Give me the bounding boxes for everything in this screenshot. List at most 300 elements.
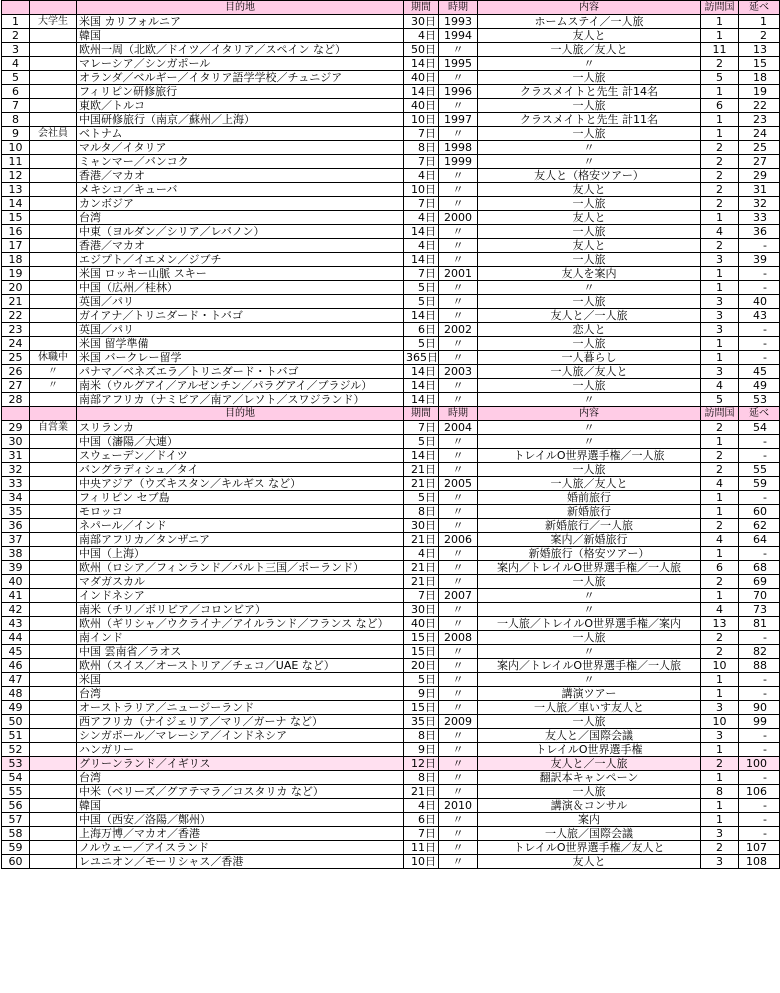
- duration-cell: 4日: [404, 29, 439, 43]
- destination-cell: 中央アジア（ウズキスタン／キルギス など）: [77, 477, 404, 491]
- row-number: 6: [2, 85, 30, 99]
- destination-cell: 韓国: [77, 799, 404, 813]
- destination-cell: 中米（ベリーズ／グアテマラ／コスタリカ など）: [77, 785, 404, 799]
- countries-cell: 2: [701, 631, 739, 645]
- duration-cell: 21日: [404, 463, 439, 477]
- destination-cell: ハンガリー: [77, 743, 404, 757]
- duration-cell: 35日: [404, 715, 439, 729]
- table-row: [2, 253, 780, 267]
- destination-cell: 中国（西安／洛陽／鄭州）: [77, 813, 404, 827]
- countries-cell: 3: [701, 309, 739, 323]
- occupation-cell: [30, 225, 77, 239]
- row-number: 10: [2, 141, 30, 155]
- destination-cell: 中東（ヨルダン／シリア／レバノン）: [77, 225, 404, 239]
- row-number: 13: [2, 183, 30, 197]
- cumulative-cell: 19: [739, 85, 780, 99]
- header-cumulative: 延べ: [739, 1, 780, 15]
- occupation-cell: [30, 281, 77, 295]
- countries-cell: 2: [701, 575, 739, 589]
- duration-cell: 5日: [404, 435, 439, 449]
- content-cell: 一人旅: [478, 225, 701, 239]
- content-cell: クラスメイトと先生 計14名: [478, 85, 701, 99]
- table-row: [2, 785, 780, 799]
- countries-cell: 13: [701, 617, 739, 631]
- row-number: 59: [2, 841, 30, 855]
- table-row: [2, 701, 780, 715]
- cumulative-cell: 45: [739, 365, 780, 379]
- row-number: 35: [2, 505, 30, 519]
- table-row: [2, 631, 780, 645]
- destination-cell: ノルウェー／アイスランド: [77, 841, 404, 855]
- destination-cell: 欧州（ロシア／フィンランド／バルト三国／ポーランド）: [77, 561, 404, 575]
- destination-cell: グリーンランド／イギリス: [77, 757, 404, 771]
- cumulative-cell: 107: [739, 841, 780, 855]
- duration-cell: 14日: [404, 253, 439, 267]
- countries-cell: 2: [701, 463, 739, 477]
- occupation-cell: [30, 99, 77, 113]
- duration-cell: 4日: [404, 169, 439, 183]
- occupation-cell: [30, 561, 77, 575]
- year-cell: 〃: [439, 701, 478, 715]
- year-cell: 〃: [439, 337, 478, 351]
- occupation-cell: [30, 743, 77, 757]
- content-cell: 友人と（格安ツアー）: [478, 169, 701, 183]
- table-row: [2, 197, 780, 211]
- cumulative-cell: -: [739, 547, 780, 561]
- destination-cell: モロッコ: [77, 505, 404, 519]
- content-cell: 〃: [478, 603, 701, 617]
- countries-cell: 11: [701, 43, 739, 57]
- cumulative-cell: -: [739, 281, 780, 295]
- year-cell: 〃: [439, 197, 478, 211]
- duration-cell: 9日: [404, 743, 439, 757]
- duration-cell: 8日: [404, 141, 439, 155]
- table-row: [2, 351, 780, 365]
- destination-cell: 米国 カリフォルニア: [77, 15, 404, 29]
- countries-cell: 5: [701, 71, 739, 85]
- destination-cell: レユニオン／モーリシャス／香港: [77, 855, 404, 869]
- cumulative-cell: 15: [739, 57, 780, 71]
- cumulative-cell: 39: [739, 253, 780, 267]
- countries-cell: 1: [701, 29, 739, 43]
- countries-cell: 3: [701, 295, 739, 309]
- row-number: 40: [2, 575, 30, 589]
- occupation-cell: [30, 575, 77, 589]
- countries-cell: 2: [701, 183, 739, 197]
- year-cell: 〃: [439, 225, 478, 239]
- destination-cell: スウェーデン／ドイツ: [77, 449, 404, 463]
- content-cell: 一人旅: [478, 575, 701, 589]
- content-cell: 一人旅: [478, 631, 701, 645]
- destination-cell: パナマ／ベネズエラ／トリニダード・トバゴ: [77, 365, 404, 379]
- content-cell: 〃: [478, 673, 701, 687]
- cumulative-cell: 29: [739, 169, 780, 183]
- destination-cell: オーストラリア／ニュージーランド: [77, 701, 404, 715]
- content-cell: 案内: [478, 813, 701, 827]
- cumulative-cell: 27: [739, 155, 780, 169]
- year-cell: 〃: [439, 757, 478, 771]
- content-cell: 友人を案内: [478, 267, 701, 281]
- table-row: [2, 477, 780, 491]
- row-number: 53: [2, 757, 30, 771]
- duration-cell: 5日: [404, 295, 439, 309]
- content-cell: 友人と: [478, 239, 701, 253]
- year-cell: 2005: [439, 477, 478, 491]
- duration-cell: 5日: [404, 337, 439, 351]
- countries-cell: 1: [701, 435, 739, 449]
- year-cell: 1995: [439, 57, 478, 71]
- table-row: [2, 281, 780, 295]
- content-cell: ホームステイ／一人旅: [478, 15, 701, 29]
- countries-cell: 1: [701, 491, 739, 505]
- occupation-cell: [30, 659, 77, 673]
- content-cell: 〃: [478, 141, 701, 155]
- destination-cell: 南部アフリカ／タンザニア: [77, 533, 404, 547]
- year-cell: 〃: [439, 827, 478, 841]
- year-cell: 〃: [439, 239, 478, 253]
- cumulative-cell: 53: [739, 393, 780, 407]
- duration-cell: 30日: [404, 15, 439, 29]
- duration-cell: 8日: [404, 729, 439, 743]
- cumulative-cell: 1: [739, 15, 780, 29]
- cumulative-cell: 68: [739, 561, 780, 575]
- content-cell: 友人と／一人旅: [478, 309, 701, 323]
- row-number: 55: [2, 785, 30, 799]
- duration-cell: 5日: [404, 491, 439, 505]
- cumulative-cell: 90: [739, 701, 780, 715]
- content-cell: 〃: [478, 645, 701, 659]
- year-cell: 1996: [439, 85, 478, 99]
- year-cell: 〃: [439, 449, 478, 463]
- duration-cell: 7日: [404, 421, 439, 435]
- cumulative-cell: -: [739, 827, 780, 841]
- row-number: 18: [2, 253, 30, 267]
- duration-cell: 4日: [404, 547, 439, 561]
- header-content: 内容: [478, 1, 701, 15]
- occupation-cell: [30, 771, 77, 785]
- occupation-cell: [30, 631, 77, 645]
- year-cell: 〃: [439, 169, 478, 183]
- year-cell: 〃: [439, 295, 478, 309]
- table-row: [2, 617, 780, 631]
- occupation-cell: [30, 757, 77, 771]
- header-blank: [30, 1, 77, 15]
- content-cell: 一人旅: [478, 785, 701, 799]
- header-row: [2, 1, 780, 15]
- countries-cell: 3: [701, 827, 739, 841]
- destination-cell: 台湾: [77, 687, 404, 701]
- duration-cell: 14日: [404, 393, 439, 407]
- cumulative-cell: 73: [739, 603, 780, 617]
- occupation-cell: [30, 295, 77, 309]
- row-number: 58: [2, 827, 30, 841]
- destination-cell: 東欧／トルコ: [77, 99, 404, 113]
- countries-cell: 1: [701, 15, 739, 29]
- countries-cell: 2: [701, 841, 739, 855]
- row-number: 22: [2, 309, 30, 323]
- countries-cell: 4: [701, 603, 739, 617]
- year-cell: 〃: [439, 575, 478, 589]
- destination-cell: 南インド: [77, 631, 404, 645]
- destination-cell: 上海万博／マカオ／香港: [77, 827, 404, 841]
- countries-cell: 1: [701, 743, 739, 757]
- year-cell: 〃: [439, 183, 478, 197]
- cumulative-cell: -: [739, 771, 780, 785]
- countries-cell: 1: [701, 673, 739, 687]
- row-number: 26: [2, 365, 30, 379]
- table-row: [2, 379, 780, 393]
- content-cell: 案内／トレイルO世界選手権／一人旅: [478, 659, 701, 673]
- occupation-cell: [30, 309, 77, 323]
- duration-cell: 365日: [404, 351, 439, 365]
- table-row: [2, 155, 780, 169]
- duration-cell: 5日: [404, 673, 439, 687]
- table-row: [2, 561, 780, 575]
- year-cell: 〃: [439, 617, 478, 631]
- cumulative-cell: 108: [739, 855, 780, 869]
- duration-cell: 15日: [404, 645, 439, 659]
- duration-cell: 21日: [404, 575, 439, 589]
- year-cell: 2008: [439, 631, 478, 645]
- content-cell: 新婚旅行: [478, 505, 701, 519]
- table-row: [2, 743, 780, 757]
- year-cell: 1993: [439, 15, 478, 29]
- row-number: 8: [2, 113, 30, 127]
- row-number: 20: [2, 281, 30, 295]
- occupation-cell: [30, 449, 77, 463]
- cumulative-cell: 24: [739, 127, 780, 141]
- table-row: [2, 113, 780, 127]
- year-cell: 1997: [439, 113, 478, 127]
- table-row: [2, 519, 780, 533]
- row-number: 12: [2, 169, 30, 183]
- cumulative-cell: 82: [739, 645, 780, 659]
- content-cell: 一人旅: [478, 197, 701, 211]
- destination-cell: 米国 バークレー留学: [77, 351, 404, 365]
- table-row: [2, 673, 780, 687]
- occupation-cell: [30, 505, 77, 519]
- cumulative-cell: 22: [739, 99, 780, 113]
- header-duration: 期間: [404, 1, 439, 15]
- content-cell: 〃: [478, 155, 701, 169]
- duration-cell: 7日: [404, 827, 439, 841]
- destination-cell: 米国: [77, 673, 404, 687]
- countries-cell: 3: [701, 701, 739, 715]
- countries-cell: 3: [701, 323, 739, 337]
- destination-cell: バングラディシュ／タイ: [77, 463, 404, 477]
- duration-cell: 6日: [404, 323, 439, 337]
- duration-cell: 10日: [404, 113, 439, 127]
- table-row: [2, 169, 780, 183]
- row-number: 23: [2, 323, 30, 337]
- duration-cell: 9日: [404, 687, 439, 701]
- content-cell: 〃: [478, 57, 701, 71]
- countries-cell: 2: [701, 519, 739, 533]
- content-cell: 一人旅／友人と: [478, 477, 701, 491]
- cumulative-cell: 13: [739, 43, 780, 57]
- year-cell: 2003: [439, 365, 478, 379]
- content-cell: トレイルO世界選手権: [478, 743, 701, 757]
- year-cell: 〃: [439, 855, 478, 869]
- destination-cell: 中国（上海）: [77, 547, 404, 561]
- row-number: 39: [2, 561, 30, 575]
- header-blank: [2, 407, 30, 421]
- cumulative-cell: -: [739, 743, 780, 757]
- content-cell: 一人旅／友人と: [478, 365, 701, 379]
- year-cell: 2004: [439, 421, 478, 435]
- cumulative-cell: 88: [739, 659, 780, 673]
- countries-cell: 1: [701, 127, 739, 141]
- occupation-cell: [30, 827, 77, 841]
- countries-cell: 8: [701, 785, 739, 799]
- year-cell: 〃: [439, 743, 478, 757]
- year-cell: 〃: [439, 281, 478, 295]
- content-cell: トレイルO世界選手権／友人と: [478, 841, 701, 855]
- destination-cell: インドネシア: [77, 589, 404, 603]
- duration-cell: 7日: [404, 197, 439, 211]
- countries-cell: 1: [701, 113, 739, 127]
- destination-cell: 中国研修旅行（南京／蘇州／上海）: [77, 113, 404, 127]
- year-cell: 〃: [439, 505, 478, 519]
- duration-cell: 7日: [404, 127, 439, 141]
- table-row: [2, 841, 780, 855]
- table-row: [2, 799, 780, 813]
- occupation-cell: [30, 29, 77, 43]
- occupation-cell: 大学生: [30, 15, 77, 29]
- cumulative-cell: 70: [739, 589, 780, 603]
- duration-cell: 40日: [404, 99, 439, 113]
- row-number: 43: [2, 617, 30, 631]
- header-countries: 訪問国: [701, 1, 739, 15]
- destination-cell: シンガポール／マレーシア／インドネシア: [77, 729, 404, 743]
- content-cell: 〃: [478, 435, 701, 449]
- year-cell: 〃: [439, 645, 478, 659]
- occupation-cell: [30, 701, 77, 715]
- occupation-cell: 自営業: [30, 421, 77, 435]
- year-cell: 〃: [439, 659, 478, 673]
- countries-cell: 2: [701, 645, 739, 659]
- content-cell: 一人旅: [478, 715, 701, 729]
- duration-cell: 15日: [404, 631, 439, 645]
- occupation-cell: [30, 813, 77, 827]
- row-number: 46: [2, 659, 30, 673]
- duration-cell: 14日: [404, 379, 439, 393]
- duration-cell: 14日: [404, 225, 439, 239]
- cumulative-cell: 32: [739, 197, 780, 211]
- table-row: [2, 813, 780, 827]
- cumulative-cell: -: [739, 449, 780, 463]
- duration-cell: 10日: [404, 855, 439, 869]
- cumulative-cell: 64: [739, 533, 780, 547]
- duration-cell: 4日: [404, 211, 439, 225]
- destination-cell: 中国（広州／桂林）: [77, 281, 404, 295]
- destination-cell: フィリピン研修旅行: [77, 85, 404, 99]
- year-cell: 〃: [439, 813, 478, 827]
- occupation-cell: [30, 533, 77, 547]
- cumulative-cell: -: [739, 323, 780, 337]
- destination-cell: 南米（ウルグアイ／アルゼンチン／パラグアイ／ブラジル）: [77, 379, 404, 393]
- table-row: [2, 547, 780, 561]
- content-cell: 一人旅／国際会議: [478, 827, 701, 841]
- countries-cell: 3: [701, 855, 739, 869]
- year-cell: 1999: [439, 155, 478, 169]
- table-row: [2, 659, 780, 673]
- destination-cell: ガイアナ／トリニダード・トバゴ: [77, 309, 404, 323]
- cumulative-cell: 36: [739, 225, 780, 239]
- year-cell: 〃: [439, 519, 478, 533]
- header-duration: 期間: [404, 407, 439, 421]
- year-cell: 〃: [439, 771, 478, 785]
- duration-cell: 6日: [404, 813, 439, 827]
- countries-cell: 1: [701, 505, 739, 519]
- content-cell: 友人と: [478, 211, 701, 225]
- row-number: 17: [2, 239, 30, 253]
- cumulative-cell: 55: [739, 463, 780, 477]
- table-row: [2, 855, 780, 869]
- duration-cell: 8日: [404, 505, 439, 519]
- cumulative-cell: 54: [739, 421, 780, 435]
- countries-cell: 4: [701, 225, 739, 239]
- countries-cell: 4: [701, 477, 739, 491]
- occupation-cell: [30, 267, 77, 281]
- occupation-cell: [30, 463, 77, 477]
- year-cell: 〃: [439, 351, 478, 365]
- year-cell: 〃: [439, 393, 478, 407]
- countries-cell: 1: [701, 337, 739, 351]
- cumulative-cell: -: [739, 673, 780, 687]
- countries-cell: 10: [701, 659, 739, 673]
- destination-cell: 台湾: [77, 771, 404, 785]
- duration-cell: 40日: [404, 617, 439, 631]
- content-cell: 〃: [478, 421, 701, 435]
- duration-cell: 5日: [404, 281, 439, 295]
- content-cell: 案内／トレイルO世界選手権／一人旅: [478, 561, 701, 575]
- table-row: [2, 687, 780, 701]
- year-cell: 〃: [439, 43, 478, 57]
- year-cell: 2001: [439, 267, 478, 281]
- table-row: [2, 323, 780, 337]
- destination-cell: メキシコ／キューバ: [77, 183, 404, 197]
- row-number: 33: [2, 477, 30, 491]
- content-cell: トレイルO世界選手権／一人旅: [478, 449, 701, 463]
- row-number: 31: [2, 449, 30, 463]
- row-number: 30: [2, 435, 30, 449]
- row-number: 4: [2, 57, 30, 71]
- cumulative-cell: 43: [739, 309, 780, 323]
- header-blank: [30, 407, 77, 421]
- row-number: 16: [2, 225, 30, 239]
- duration-cell: 8日: [404, 771, 439, 785]
- destination-cell: 西アフリカ（ナイジェリア／マリ／ガーナ など）: [77, 715, 404, 729]
- countries-cell: 6: [701, 99, 739, 113]
- cumulative-cell: 33: [739, 211, 780, 225]
- countries-cell: 2: [701, 449, 739, 463]
- cumulative-cell: 25: [739, 141, 780, 155]
- duration-cell: 14日: [404, 57, 439, 71]
- countries-cell: 4: [701, 533, 739, 547]
- duration-cell: 21日: [404, 533, 439, 547]
- table-row: [2, 29, 780, 43]
- destination-cell: 英国／パリ: [77, 323, 404, 337]
- row-number: 45: [2, 645, 30, 659]
- occupation-cell: [30, 519, 77, 533]
- countries-cell: 2: [701, 141, 739, 155]
- occupation-cell: [30, 547, 77, 561]
- table-row: [2, 491, 780, 505]
- content-cell: 〃: [478, 589, 701, 603]
- header-blank: [2, 1, 30, 15]
- table-row: [2, 393, 780, 407]
